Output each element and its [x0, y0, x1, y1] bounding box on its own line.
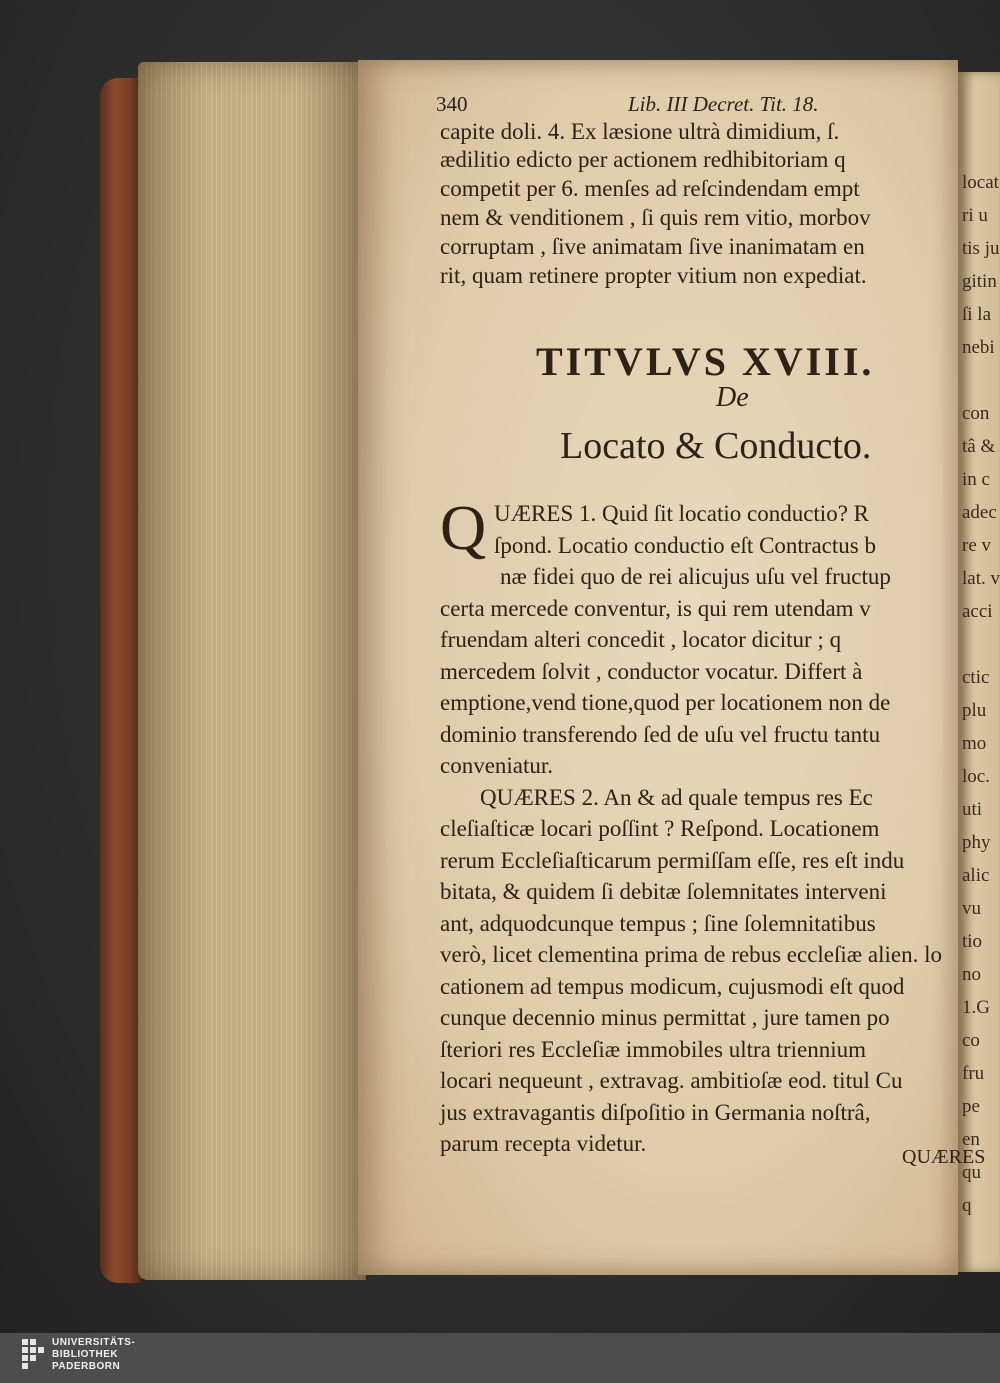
- library-logo-icon: [22, 1339, 44, 1375]
- text-line: ſpond. Locatio conductio eſt Contractus b: [494, 532, 876, 558]
- text-line: corruptam , ſive animatam ſive inanimatam en: [440, 234, 865, 259]
- text-line: conveniatur.: [440, 753, 554, 778]
- text-line: certa mercede conventur, is qui rem utendam v: [440, 595, 871, 621]
- facing-page-text: adec: [962, 502, 997, 523]
- text-line: rerum Eccleſiaſticarum permiſſam eſſe, res eſt indu: [440, 847, 905, 873]
- facing-page-text: qu: [962, 1162, 981, 1183]
- text-line: competit per 6. menſes ad reſcindendam empt: [440, 176, 860, 201]
- facing-page-text: tâ &: [962, 436, 996, 457]
- facing-page-text: uti: [962, 799, 983, 820]
- text-line: capite doli. 4. Ex læsione ultrà dimidium, ſ.: [440, 119, 840, 144]
- facing-page-text: alic: [962, 865, 990, 886]
- facing-page-text: acci: [962, 601, 993, 622]
- facing-page-text: gitin: [962, 271, 997, 292]
- facing-page-text: lat. v: [962, 568, 1000, 589]
- facing-page-text: con: [962, 403, 990, 424]
- catchword: QUÆRES: [902, 1146, 986, 1168]
- text-line: parum recepta videtur.: [440, 1131, 647, 1156]
- title-subject: Locato & Conducto.: [560, 425, 872, 467]
- book-cover-edge: [100, 78, 142, 1283]
- page-number: 340: [436, 92, 468, 116]
- running-head: [436, 92, 856, 118]
- facing-page-text: phy: [962, 832, 991, 853]
- text-line: ant, adquodcunque tempus ; ſine ſolemnitatibus: [440, 910, 876, 936]
- text-line: ædilitio edicto per actionem redhibitoriam q: [440, 147, 846, 172]
- facing-page-text: en: [962, 1129, 980, 1150]
- library-name-line: BIBLIOTHEK: [52, 1349, 119, 1360]
- facing-page-text: ctic: [962, 667, 990, 688]
- facing-page-text: 1.G: [962, 997, 990, 1018]
- facing-page-text: no: [962, 964, 981, 985]
- library-name: [52, 1337, 135, 1373]
- facing-page-text: in c: [962, 469, 990, 490]
- facing-page-text: co: [962, 1030, 980, 1051]
- text-line: QUÆRES 2. An & ad quale tempus res Ec: [480, 784, 873, 810]
- text-line: cleſiaſticæ locari poſſint ? Reſpond. Locationem: [440, 816, 880, 841]
- library-footer: [0, 1333, 1000, 1383]
- facing-page-text: loc.: [962, 766, 990, 787]
- text-line: rit, quam retinere propter vitium non expediat.: [440, 263, 867, 288]
- text-line: cationem ad tempus modicum, cujusmodi eſt quod: [440, 973, 905, 999]
- text-line: fruendam alteri concedit , locator dicitur ; q: [440, 627, 842, 652]
- text-line: nem & venditionem , ſi quis rem vitio, morbov: [440, 205, 871, 230]
- text-line: emptione,vend tione,quod per locationem non de: [440, 690, 891, 715]
- facing-page-text: fru: [962, 1063, 985, 1084]
- title-heading: TITVLVS XVIII.: [536, 339, 875, 384]
- drop-capital: Q: [440, 492, 487, 563]
- text-line: næ fidei quo de rei alicujus uſu vel fructup: [500, 564, 891, 589]
- facing-page-text: tio: [962, 931, 983, 952]
- text-line: bitata, & quidem ſi debitæ ſolemnitates interveni: [440, 879, 887, 904]
- facing-page-text: q: [962, 1195, 972, 1216]
- title-de: De: [716, 382, 749, 413]
- facing-page-text: ri u: [962, 205, 988, 226]
- facing-page-text: tis ju: [962, 238, 1000, 259]
- facing-page-fragment: [958, 72, 1000, 1272]
- facing-page-text: plu: [962, 700, 987, 721]
- text-line: ſteriori res Eccleſiæ immobiles ultra triennium: [440, 1036, 867, 1062]
- running-title: Lib. III Decret. Tit. 18.: [628, 92, 819, 116]
- text-line: jus extravagantis diſpoſitio in Germania noſtrâ,: [440, 1099, 871, 1125]
- text-line: locari nequeunt , extravag. ambitioſæ eod. titul Cu: [440, 1068, 903, 1093]
- library-name-line: PADERBORN: [52, 1361, 121, 1372]
- facing-page-text: pe: [962, 1096, 980, 1117]
- facing-page-text: vu: [962, 898, 981, 919]
- text-line: cunque decennio minus permittat , jure tamen po: [440, 1005, 890, 1030]
- facing-page-text: nebi: [962, 337, 995, 358]
- text-line: mercedem ſolvit , conductor vocatur. Differt à: [440, 658, 863, 684]
- text-line: dominio transferendo ſed de uſu vel fructu tantu: [440, 721, 881, 747]
- text-line: UÆRES 1. Quid ſit locatio conductio? R: [494, 501, 869, 526]
- facing-page-text: re v: [962, 535, 992, 556]
- facing-page-text: locat: [962, 172, 999, 193]
- facing-page-text: ſi la: [962, 304, 992, 325]
- page-stack-shade: [138, 62, 366, 1280]
- facing-page-text: mo: [962, 733, 987, 754]
- library-name-line: UNIVERSITÄTS-: [52, 1337, 136, 1348]
- text-line: verò, licet clementina prima de rebus eccleſiæ alien. lo: [440, 942, 942, 967]
